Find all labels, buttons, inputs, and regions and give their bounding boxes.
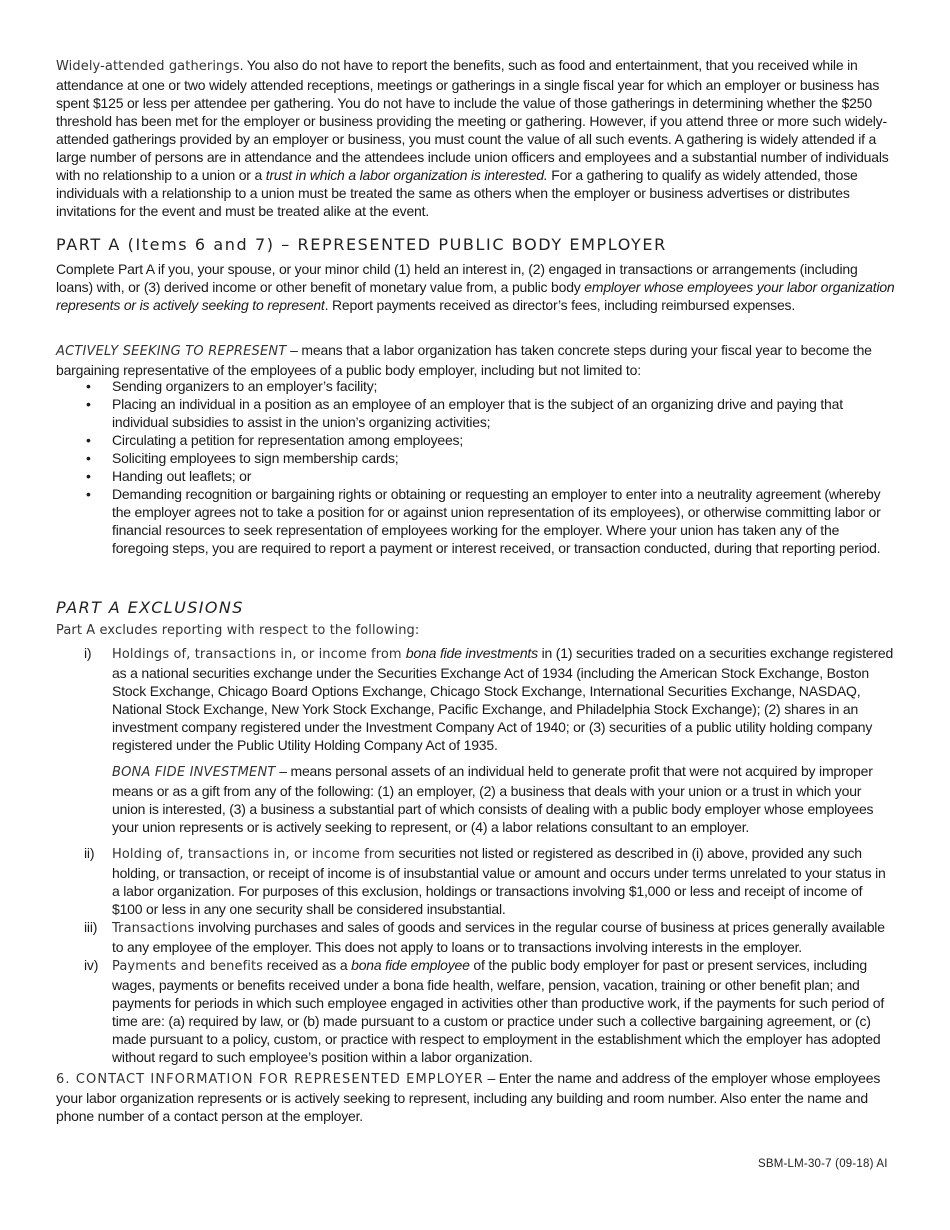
exclusion-term: Transactions <box>112 921 195 936</box>
exclusion-text: in (1) securities traded on a securities exchange registered as a national securities exchange under the Securities Exchange Act of 1934 (including the American Stock Exchange, Boston Stock Exchange, Chicago Board Options Exchange, Chicago Stock Exchange, International Securities Exchange, NASDAQ, National Stock Exchange, New York Stock Exchange, Pacific Exchange, and Philadelphia Stock Exchange); (2) shares in an investment company registered under the Investment Company Act of 1940; or (3) securities of a public utility holding company registered under the Public Utility Holding Company Act of 1935. <box>112 645 894 753</box>
part-a-intro-text-2: . Report payments received as director’s fees, including reimbursed expenses. <box>324 297 796 313</box>
exclusion-number: iii) <box>84 919 98 935</box>
exclusion-italic: bona fide investments <box>405 645 538 661</box>
exclusions-intro: Part A excludes reporting with respect to the following: <box>56 623 420 638</box>
actively-seeking-list <box>56 377 896 557</box>
contact-information-text: – Enter the name and address of the employer whose employees your labor organization represents or is actively seeking to represent, including any building and room number. Also enter the name and phone number of a contact person at the employer. <box>56 1070 881 1124</box>
actively-seeking-text: – means that a labor organization has taken concrete steps during your fiscal year to become the bargaining representative of the employees of a public body employer, including but not limited to: <box>56 342 872 378</box>
exclusion-text: involving purchases and sales of goods and services in the regular course of business at prices generally available to any employee of the employer. This does not apply to loans or to transactions involving interests in the employer. <box>112 919 885 955</box>
exclusion-number: ii) <box>84 845 95 861</box>
widely-attended-italic: trust in which a labor organization is interested. <box>265 167 548 183</box>
exclusion-item-i <box>56 644 896 836</box>
exclusion-term: Holding of, transactions in, or income from <box>112 847 395 862</box>
widely-attended-term: Widely-attended gatherings <box>56 59 240 74</box>
exclusion-text: securities not listed or registered as described in (i) above, provided any such holding, or transaction, or receipt of income is of insubstantial value or amount and occurs under terms unrelated to your status in a labor organization. For purposes of this exclusion, holdings or transactions involving $1,000 or less and receipt of income of $100 or less in any one security shall be considered insubstantial. <box>112 845 886 917</box>
bona-fide-investment-text: – means personal assets of an individual held to generate profit that were not acquired by improper means or as a gift from any of the following: (1) an employer, (2) a business that deals with your union or a trust in which your union is interested, (3) a business a substantial part of which consists of dealing with a public body employer whose employees your union represents or is actively seeking to represent, or (4) a labor relations consultant to an employer. <box>112 763 874 835</box>
list-item: • Demanding recognition or bargaining rights or obtaining or requesting an employer to enter into a neutrality agreement (whereby the employer agrees not to take a position for or against union representation of its employees), or otherwise committing labor or financial resources to seek representation of employees working for the employer. Where your union has taken any of the foregoing steps, you are required to report a payment or interest received, or transaction conducted, during that reporting period. <box>56 485 896 557</box>
part-a-intro <box>56 260 896 314</box>
part-a-intro-text-1: Complete Part A if you, your spouse, or your minor child (1) held an interest in, (2) engaged in transactions or arrangements (including loans) with, or (3) derived income or other benefit of monetary value from, a public body <box>56 261 858 295</box>
list-item: • Sending organizers to an employer’s facility; <box>56 377 896 395</box>
exclusion-number: iv) <box>84 957 99 973</box>
bona-fide-investment-definition <box>112 762 896 836</box>
exclusion-term: Payments and benefits <box>112 959 264 974</box>
part-a-heading: PART A (Items 6 and 7) – REPRESENTED PUBLIC BODY EMPLOYER <box>56 235 667 254</box>
bona-fide-investment-term: BONA FIDE INVESTMENT <box>112 765 276 780</box>
form-id-footer: SBM-LM-30-7 (09-18) AI <box>758 1158 888 1170</box>
list-item: • Soliciting employees to sign membership cards; <box>56 449 896 467</box>
contact-information-term: 6. CONTACT INFORMATION FOR REPRESENTED EMPLOYER <box>56 1072 484 1087</box>
widely-attended-paragraph <box>56 56 896 220</box>
exclusion-text-pre: received as a <box>263 957 352 973</box>
exclusion-italic: bona fide employee <box>351 957 470 973</box>
widely-attended-text-2: For a gathering to qualify as widely attended, those individuals with a relationship to a union must be treated the same as others when the employer or business advertises or distributes invitations for the event and must be treated alike at the event. <box>56 167 858 219</box>
contact-information-paragraph <box>56 1069 896 1125</box>
exclusion-term: Holdings of, transactions in, or income from <box>112 647 406 662</box>
list-item: • Circulating a petition for representation among employees; <box>56 431 896 449</box>
part-a-intro-italic: employer whose employees your labor organization represents or is actively seeking to represent <box>56 279 895 313</box>
exclusion-item-iii <box>56 918 896 956</box>
part-a-exclusions-heading: PART A EXCLUSIONS <box>56 598 244 617</box>
exclusion-item-ii <box>56 844 896 918</box>
exclusion-text: of the public body employer for past or present services, including wages, payments or benefits received under a bona fide health, welfare, pension, vacation, training or other benefit plan; and payments for periods in which such employee engaged in activities other than productive work, if the payments for such period of time are: (a) required by law, or (b) made pursuant to a custom or practice under such a collective bargaining agreement, or (c) made pursuant to a policy, custom, or practice with respect to employment in the establishment which the employer has adopted without regard to such employee’s position within a labor organization. <box>112 957 885 1065</box>
exclusion-item-iv <box>56 956 896 1066</box>
exclusions-list <box>56 644 896 1066</box>
actively-seeking-paragraph <box>56 341 896 379</box>
widely-attended-text-1: . You also do not have to report the benefits, such as food and entertainment, that you received while in attendance at one or two widely attended receptions, meetings or gatherings in a single fiscal year for which an employer or business has spent $125 or less per attendee per gathering. You do not have to include the value of those gatherings in determining whether the $250 threshold has been met for the employer or business providing the meeting or gathering. However, if you attend three or more such widely-attended gatherings provided by an employer or business, you must count the value of all such events. A gathering is widely attended if a large number of persons are in attendance and the attendees include union officers and employees and a substantial number of individuals with no relationship to a union or a <box>56 57 889 183</box>
exclusion-number: i) <box>84 645 92 661</box>
actively-seeking-term: ACTIVELY SEEKING TO REPRESENT <box>56 344 287 359</box>
list-item: • Placing an individual in a position as an employee of an employer that is the subject of an organizing drive and paying that individual subsidies to assist in the union’s organizing activities; <box>56 395 896 431</box>
list-item: • Handing out leaflets; or <box>56 467 896 485</box>
